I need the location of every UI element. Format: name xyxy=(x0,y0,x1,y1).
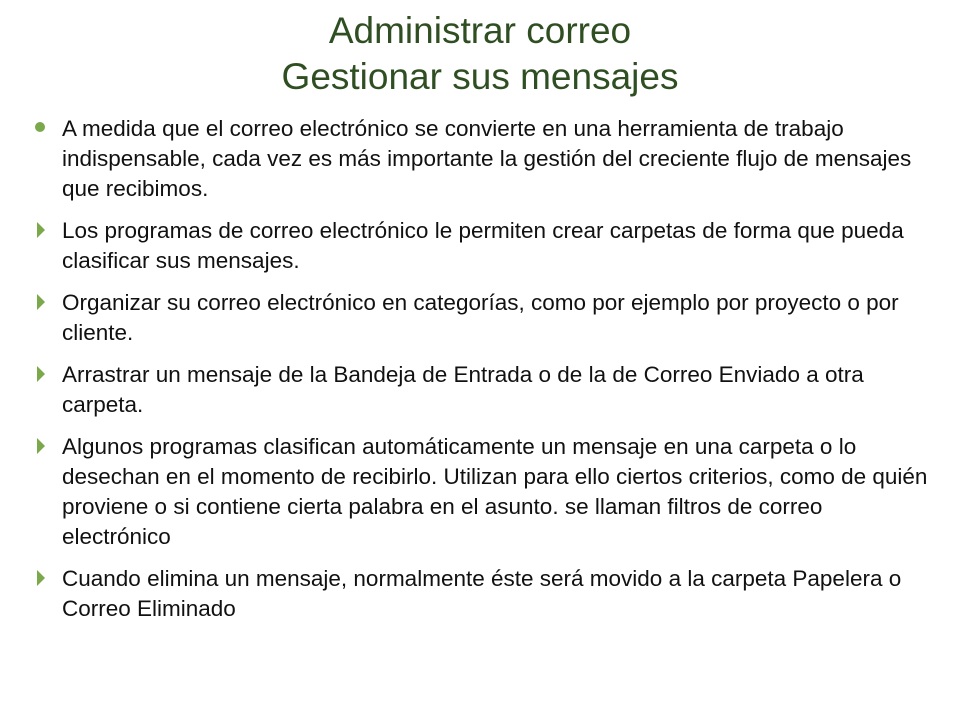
bullet-text: Los programas de correo electrónico le permiten crear carpetas de forma que pueda clasificar sus mensajes. xyxy=(62,218,904,273)
dot-icon xyxy=(34,114,54,144)
triangle-right-icon xyxy=(34,564,54,594)
bullet-text: Organizar su correo electrónico en categorías, como por ejemplo por proyecto o por cliente. xyxy=(62,290,899,345)
triangle-right-icon xyxy=(34,360,54,390)
bullet-item xyxy=(34,288,934,348)
bullet-item xyxy=(34,216,934,276)
triangle-right-icon xyxy=(34,288,54,318)
bullet-item xyxy=(34,360,934,420)
bullet-list xyxy=(34,114,934,636)
bullet-text: Algunos programas clasifican automáticamente un mensaje en una carpeta o lo desechan en el momento de recibirlo. Utilizan para ello ciertos criterios, como de quién proviene o si contiene cierta palabra en el asunto. se llaman filtros de correo electrónico xyxy=(62,434,928,549)
triangle-right-icon xyxy=(34,216,54,246)
triangle-right-icon xyxy=(34,432,54,462)
bullet-text: Arrastrar un mensaje de la Bandeja de Entrada o de la de Correo Enviado a otra carpeta. xyxy=(62,362,864,417)
title-line-2: Gestionar sus mensajes xyxy=(281,56,679,97)
bullet-item xyxy=(34,432,934,552)
bullet-item xyxy=(34,114,934,204)
slide-title xyxy=(0,8,960,100)
bullet-text: A medida que el correo electrónico se convierte en una herramienta de trabajo indispensable, cada vez es más importante la gestión del creciente flujo de mensajes que recibimos. xyxy=(62,116,912,201)
title-line-1: Administrar correo xyxy=(328,10,632,51)
bullet-item xyxy=(34,564,934,624)
bullet-text: Cuando elimina un mensaje, normalmente éste será movido a la carpeta Papelera o Correo Eliminado xyxy=(62,566,902,621)
